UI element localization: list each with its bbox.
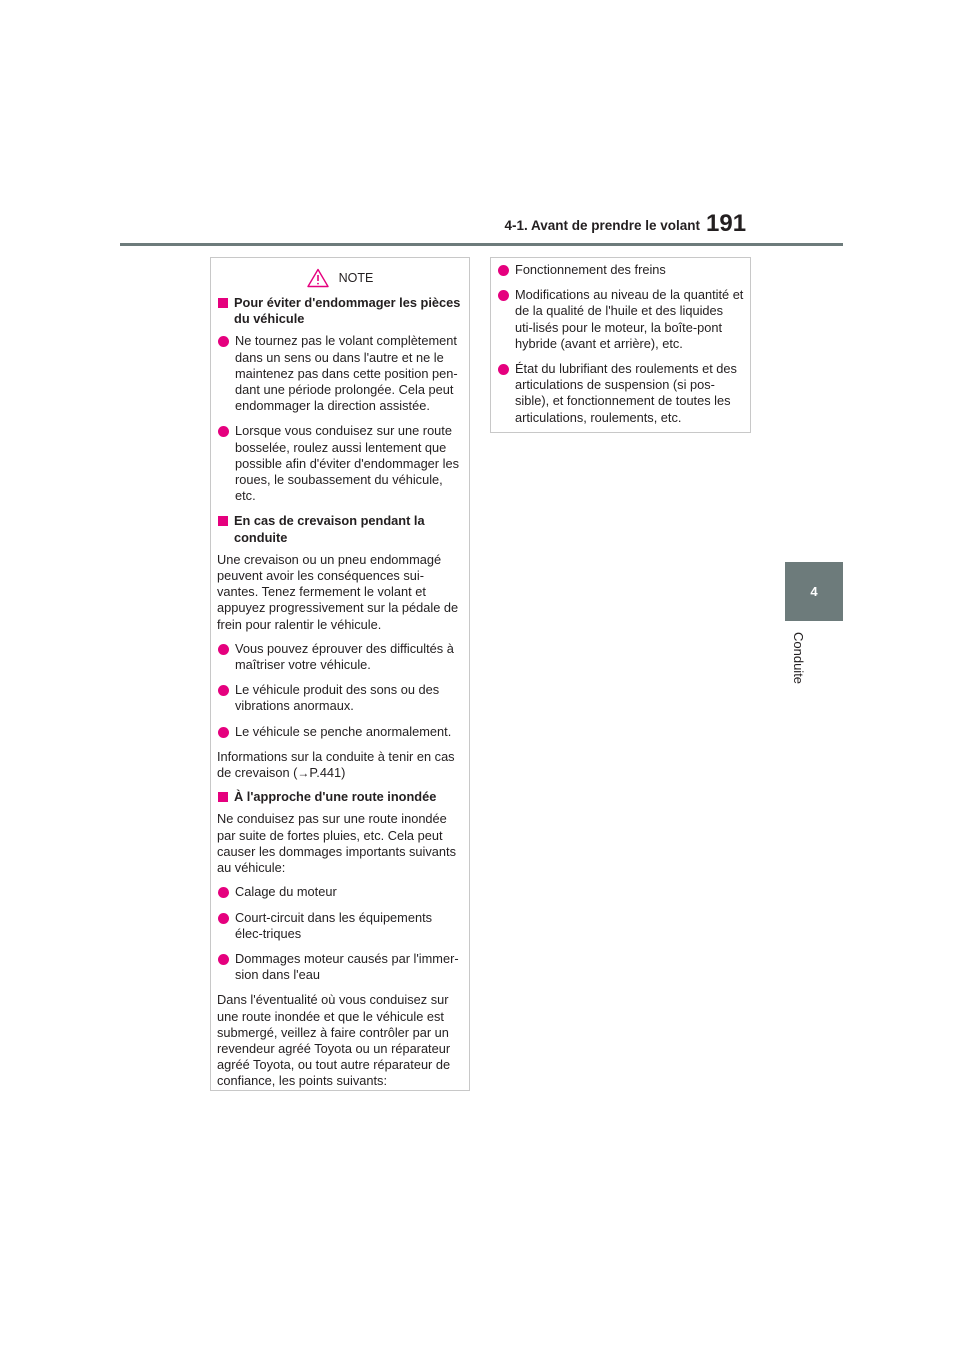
section-title: 4-1. Avant de prendre le volant <box>504 218 700 233</box>
chapter-tab <box>785 562 843 621</box>
bullet-item: Le véhicule se penche anormalement. <box>217 724 463 740</box>
bullet-item: Dommages moteur causés par l'immer-sion dans l'eau <box>217 951 463 983</box>
note-box <box>210 257 470 1091</box>
paragraph: Informations sur la conduite à tenir en cas de crevaison (→P.441) <box>217 748 455 781</box>
paragraph: Ne conduisez pas sur une route inondée par suite de fortes pluies, etc. Cela peut causer les dommages importants suivants au véhicule: <box>217 811 456 876</box>
bullet-item: Modifications au niveau de la quantité et de la qualité de l'huile et des liquides uti-lisés pour le moteur, la boîte-pont hybride (avant et arrière), etc. <box>497 287 744 352</box>
bullet-item: Court-circuit dans les équipements élec-triques <box>217 910 463 942</box>
note-label: NOTE <box>338 271 374 285</box>
arrow-right-icon: → <box>297 766 310 781</box>
paragraph: Dans l'éventualité où vous conduisez sur une route inondée et que le véhicule est submergé, veillez à faire contrôler par un revendeur agréé Toyota ou un réparateur agréé Toyota, ou tout autre réparateur de confiance, les points suivants: <box>217 992 451 1089</box>
continuation-box <box>490 257 751 433</box>
chapter-number: 4 <box>810 584 818 599</box>
note-header <box>217 264 463 292</box>
bullet-item: Calage du moteur <box>217 884 463 900</box>
paragraph: Une crevaison ou un pneu endommagé peuvent avoir les conséquences sui-vantes. Tenez fermement le volant et appuyez progressivement sur la pédale de frein pour ralentir le véhicule. <box>217 551 459 632</box>
bullet-item: État du lubrifiant des roulements et des articulations de suspension (si pos-sible), et fonctionnement de toutes les articulations, roulements, etc. <box>497 361 744 426</box>
page-number: 191 <box>706 210 747 237</box>
bullet-item: Fonctionnement des freins <box>497 262 744 278</box>
continuation-body <box>497 262 744 426</box>
section-heading: En cas de crevaison pendant la conduite <box>217 513 463 545</box>
note-body <box>217 295 463 1090</box>
bullet-item: Vous pouvez éprouver des difficultés à maîtriser votre véhicule. <box>217 641 463 673</box>
section-heading: À l'approche d'une route inondée <box>217 789 463 805</box>
header-rule <box>120 243 843 246</box>
bullet-item: Le véhicule produit des sons ou des vibrations anormaux. <box>217 682 463 714</box>
bullet-item: Lorsque vous conduisez sur une route bosselée, roulez aussi lentement que possible afin d'éviter d'endommager les roues, le soubassement du véhicule, etc. <box>217 423 463 504</box>
chapter-label: Conduite <box>791 632 806 685</box>
warning-triangle-icon <box>307 268 329 288</box>
bullet-item: Ne tournez pas le volant complètement dans un sens ou dans l'autre et ne le maintenez pas dans cette position pen-dant une période prolongée. Cela peut endommager la direction assistée. <box>217 333 463 414</box>
page-reference[interactable]: P.441 <box>309 765 342 781</box>
section-heading: Pour éviter d'endommager les pièces du véhicule <box>217 295 463 327</box>
